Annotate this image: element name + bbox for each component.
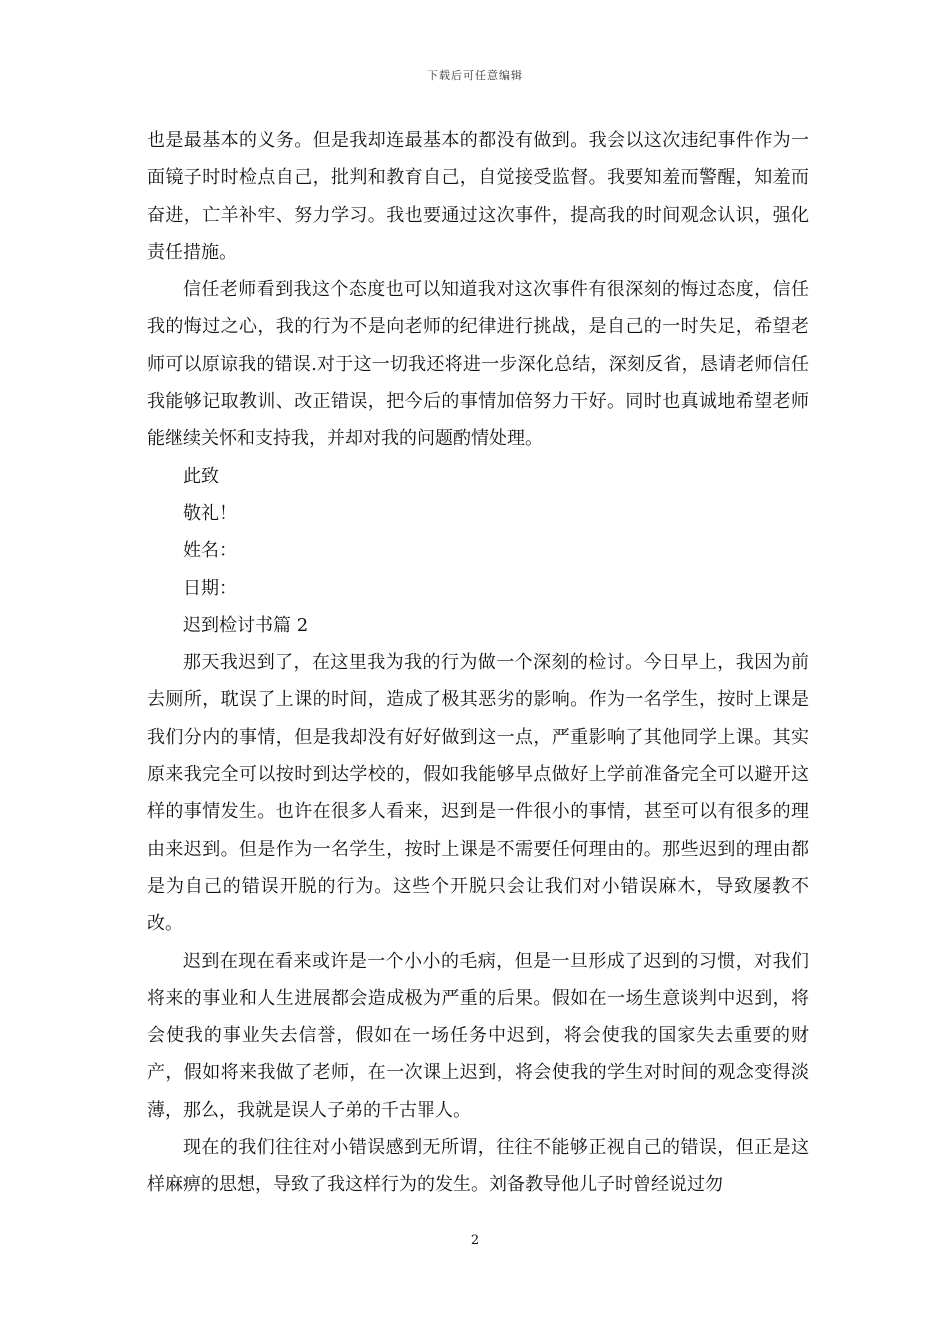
text-line: 对小错误麻木，导致屡教不改。 [147, 875, 810, 935]
text-line: 备完全可以避开这样的事情发生。也许在很多人看来，迟到是一件很小的事情， [147, 764, 810, 823]
paragraph [147, 458, 809, 495]
paragraph [147, 271, 809, 457]
text-line: 现在的我们往往对小错误感到无所谓，往往不能够正视自己的错误，但正 [183, 1137, 773, 1159]
text-line: 日期： [183, 577, 237, 599]
text-line: 间的观念变得淡薄，那么，我就是误人子弟的千古罪人。 [147, 1062, 810, 1121]
paragraph [147, 607, 809, 644]
paragraph [147, 943, 809, 1129]
text-line: 是这样麻痹的思想，导致了我这样行为的发生。刘备教导他儿子时曾经说过勿 [147, 1137, 810, 1196]
paragraph [147, 570, 809, 607]
text-line: 迟到检讨书篇 2 [183, 614, 309, 636]
text-line: 为一面镜子时时检点自己，批判和教育自己，自觉接受监督。我要知羞而警醒， [147, 130, 810, 189]
text-line: 迟到在现在看来或许是一个小小的毛病，但是一旦形成了迟到的习惯，对 [183, 950, 773, 972]
text-line: 希望老师可以原谅我的错误.对于这一切我还将进一步深化总结，深刻反省，恳 [147, 316, 810, 375]
text-line: 那天我迟到了，在这里我为我的行为做一个深刻的检讨。今日早上，我因 [183, 652, 773, 674]
text-line: 真诚地希望老师能继续关怀和支持我，并却对我的问题酌情处理。 [147, 391, 810, 450]
text-line: 知羞而奋进，亡羊补牢、努力学习。我也要通过这次事件，提高我的时间观念 [147, 167, 810, 226]
text-line: 我们将来的事业和人生进展都会造成极为严重的后果。假如在一场生意谈判中 [147, 950, 810, 1009]
paragraph [147, 644, 809, 942]
text-line: 甚至可以有很多的理由来迟到。但是作为一名学生，按时上课是不需要任何理 [147, 801, 810, 860]
text-line: 信任老师看到我这个态度也可以知道我对这次事件有很深刻的悔过态度， [183, 279, 773, 301]
document-body [147, 122, 809, 1204]
text-line: 此致 [183, 465, 219, 487]
text-line: 去重要的财产，假如将来我做了老师，在一次课上迟到，将会使我的学生对时 [147, 1025, 809, 1084]
text-line: 由的。那些迟到的理由都是为自己的错误开脱的行为。这些个开脱只会让我们 [147, 838, 809, 897]
text-line: 为前去厕所，耽误了上课的时间，造成了极其恶劣的影响。作为一名学生，按 [147, 652, 810, 711]
text-line: 时上课是我们分内的事情，但是我却没有好好做到这一点，严重影响了其他同 [147, 689, 809, 748]
text-line: 学上课。其实原来我完全可以按时到达学校的，假如我能够早点做好上学前准 [147, 726, 809, 786]
page-number: 2 [470, 1233, 480, 1248]
text-line: 也是最基本的义务。但是我却连最基本的都没有做到。我会以这次违纪事件作 [147, 130, 773, 151]
text-line: 信任我的悔过之心，我的行为不是向老师的纪律进行挑战，是自己的一时失足， [147, 279, 810, 338]
paragraph [147, 1129, 809, 1204]
text-line: 敬礼！ [183, 502, 237, 524]
text-line: 姓名： [183, 540, 237, 562]
paragraph [147, 532, 809, 569]
text-line: 请老师信任我能够记取教训、改正错误，把今后的事情加倍努力干好。同时也 [147, 353, 810, 413]
page-header: 下载后可任意编辑 [427, 69, 523, 82]
text-line: 认识，强化责任措施。 [147, 204, 810, 263]
paragraph [147, 495, 809, 532]
paragraph [147, 122, 809, 271]
text-line: 迟到，将会使我的事业失去信誉，假如在一场任务中迟到，将会使我的国家失 [147, 987, 809, 1047]
